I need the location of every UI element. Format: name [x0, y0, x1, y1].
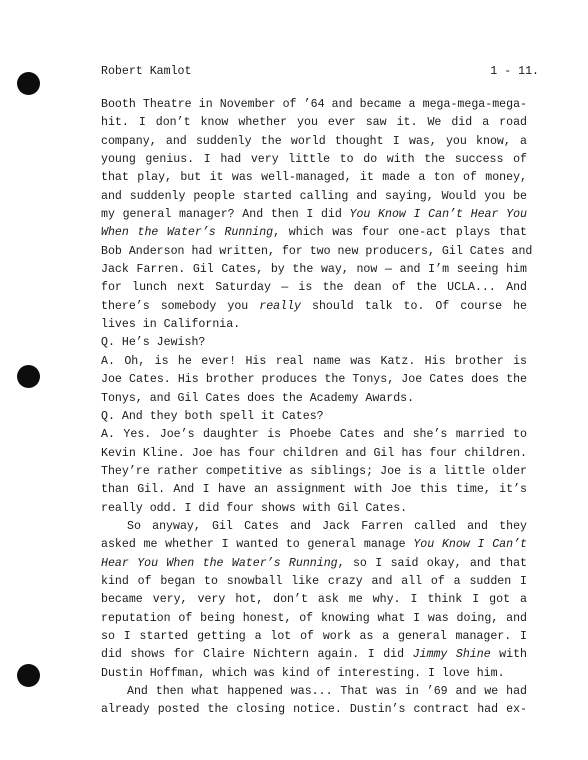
line-text: my general manager? And then I did	[101, 208, 350, 222]
line-text: And then what happened was... That was in ’69 and we had	[127, 685, 527, 698]
text-line	[101, 408, 527, 426]
line-text: Jack Farren. Gil Cates, by the way, now — and I’m seeing him	[101, 263, 527, 277]
text-line	[101, 298, 527, 316]
transcript-body	[101, 96, 533, 720]
line-text: reputation of being honest, of knowing what I was doing, and	[101, 611, 527, 625]
text-line	[101, 701, 527, 719]
line-text: So anyway, Gil Cates and Jack Farren called and they	[127, 519, 527, 533]
text-line	[101, 683, 527, 701]
text-line	[101, 390, 527, 408]
binder-hole	[17, 664, 40, 687]
text-line	[101, 591, 527, 609]
line-text: A. Oh, is he ever! His real name was Katz. His brother is	[101, 354, 527, 368]
text-line	[101, 169, 527, 187]
title-italic: really	[259, 299, 301, 313]
page-number: 1 - 11.	[490, 65, 539, 78]
title-italic: Hear You When the Water’s Running	[101, 556, 338, 570]
line-text: Dustin Hoffman, which was kind of interesting. I love him.	[101, 666, 505, 680]
text-line	[101, 243, 533, 261]
line-text: than Gil. And I have an assignment with Joe this time, it’s	[101, 483, 527, 497]
line-text: young genius. I had very little to do with the success of	[101, 153, 527, 167]
line-text: Joe Cates. His brother produces the Tonys, Joe Cates does the	[101, 373, 527, 387]
line-text: Q. He’s Jewish?	[101, 336, 206, 350]
title-italic: You Know I Can’t	[413, 538, 527, 552]
text-line	[101, 206, 527, 224]
title-italic: When the Water’s Running	[101, 226, 274, 240]
text-line	[101, 665, 527, 683]
line-text: for lunch next Saturday — is the dean of the UCLA... And	[101, 281, 527, 295]
line-text: did shows for Claire Nichtern again. I did	[101, 648, 413, 662]
text-line	[101, 114, 527, 132]
line-text: so I started getting a lot of work as a general manager. I	[101, 629, 527, 643]
text-line	[101, 133, 527, 151]
line-text: should talk to. Of course he	[300, 299, 527, 313]
line-text: with	[490, 648, 528, 662]
text-line	[101, 536, 527, 554]
line-text: company, and suddenly the world thought I was, you know, a	[101, 134, 527, 148]
text-line	[101, 334, 527, 352]
text-line	[101, 445, 527, 463]
line-text: that play, but it was well-managed, it made a ton of money,	[101, 171, 527, 185]
line-text: They’re rather competitive as siblings; Joe is a little older	[101, 464, 527, 478]
text-line	[101, 628, 527, 646]
text-line	[101, 500, 527, 518]
line-text: Tonys, and Gil Cates does the Academy Awards.	[101, 391, 415, 405]
line-text: Kevin Kline. Joe has four children and Gil has four children.	[101, 446, 527, 460]
header-name: Robert Kamlot	[101, 65, 192, 78]
line-text: and suddenly people started calling and saying, Would you be	[101, 189, 527, 203]
text-line	[101, 518, 527, 536]
title-italic: You Know I Can’t Hear You	[349, 208, 527, 222]
text-line	[101, 610, 527, 628]
text-line	[101, 151, 527, 169]
line-text: really odd. I did four shows with Gil Cates.	[101, 501, 408, 515]
line-text: there’s somebody you	[101, 299, 260, 313]
text-line	[101, 261, 527, 279]
text-line	[101, 188, 527, 206]
line-text: became very, very hot, don’t ask me why. I think I got a	[101, 593, 527, 607]
text-line	[101, 463, 527, 481]
text-line	[101, 96, 527, 114]
line-text: Bob Anderson had written, for two new producers, Gil Cates and	[101, 244, 533, 258]
text-line	[101, 279, 527, 297]
line-text: , so I said okay, and that	[337, 556, 527, 570]
text-line	[101, 481, 527, 499]
line-text: already posted the closing notice. Dustin’s contract had ex-	[101, 703, 527, 717]
line-text: hit. I don’t know whether you ever saw it. We did a road	[101, 116, 527, 130]
text-line	[101, 573, 527, 591]
text-line	[101, 646, 527, 664]
text-line	[101, 353, 527, 371]
text-line	[101, 371, 527, 389]
line-text: lives in California.	[101, 318, 241, 332]
line-text: asked me whether I wanted to general manage	[101, 538, 414, 552]
line-text: kind of began to snowball like crazy and all of a sudden I	[101, 574, 527, 588]
text-line	[101, 224, 527, 242]
binder-hole	[17, 365, 40, 388]
text-line	[101, 555, 527, 573]
binder-hole	[17, 72, 40, 95]
title-italic: Jimmy Shine	[412, 648, 491, 662]
line-text: Booth Theatre in November of ’64 and became a mega-mega-mega-	[101, 98, 527, 111]
line-text: A. Yes. Joe’s daughter is Phoebe Cates and she’s married to	[101, 428, 527, 442]
text-line	[101, 426, 527, 444]
line-text: , which was four one-act plays that	[273, 226, 527, 240]
line-text: Q. And they both spell it Cates?	[101, 409, 324, 423]
text-line	[101, 316, 527, 334]
